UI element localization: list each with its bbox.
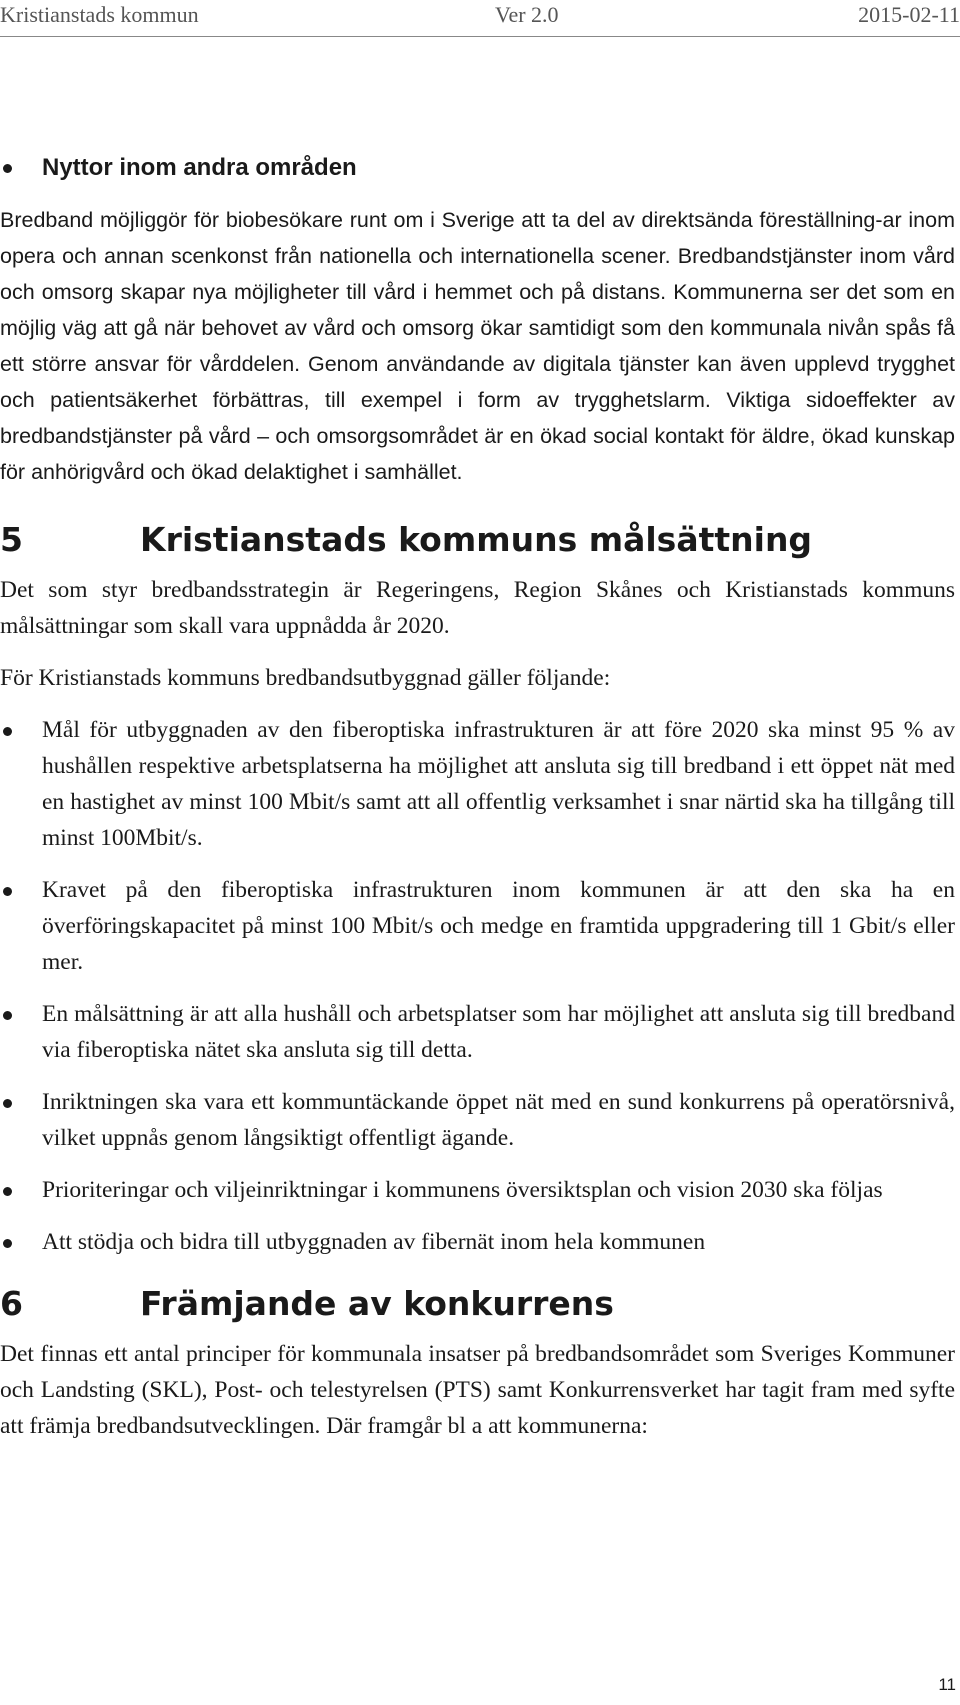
bullet-icon	[3, 1099, 12, 1108]
header-date: 2015-02-11	[858, 2, 960, 27]
list-item-text: Kravet på den fiberoptiska infrastrukturen inom kommunen är att den ska ha en överföringskapacitet på minst 100 Mbit/s och medge en framtida uppgradering till 1 Gbit/s eller mer.	[42, 877, 955, 975]
section-6-heading	[0, 1282, 955, 1326]
bullet-icon	[3, 887, 12, 896]
section-5-paragraph-2: För Kristianstads kommuns bredbandsutbyggnad gäller följande:	[0, 665, 611, 691]
bullet-icon	[3, 164, 12, 173]
list-item-text: Att stödja och bidra till utbyggnaden av fibernät inom hela kommunen	[42, 1229, 706, 1255]
section-6-paragraph: Det finnas ett antal principer för kommunala insatser på bredbandsområdet som Sveriges Kommuner och Landsting (SKL), Post- och telestyrelsen (PTS) samt Konkurrensverket har tagit fram med syfte att främja bredbandsutvecklingen. Där framgår bl a att kommunerna:	[0, 1341, 955, 1439]
intro-paragraph: Bredband möjliggör för biobesökare runt om i Sverige att ta del av direktsända föreställning-ar inom opera och annan scenkonst från nationella och internationella scener. Bredbandstjänster inom vård och omsorg skapar nya möjligheter till vård i hemmet och på distans. Kommunerna ser det som en möjlig väg att gå när behovet av vård och omsorg ökar samtidigt som den kommunala nivån spås få ett större ansvar för vårddelen. Genom användande av digitala tjänster kan även upplevd trygghet och patientsäkerhet förbättras, till exempel i form av trygghetslarm. Viktiga sidoeffekter av bredbandstjänster på vård – och omsorgsområdet är en ökad social kontakt för äldre, ökad kunskap för anhörigvård och ökad delaktighet i samhället.	[0, 208, 955, 484]
header-version: Ver 2.0	[495, 2, 559, 27]
list-item	[0, 712, 955, 856]
list-item-text: Inriktningen ska vara ett kommuntäckande öppet nät med en sund konkurrens på operatörsnivå, vilket uppnås genom långsiktigt offentligt ägande.	[42, 1089, 955, 1151]
page-number: 11	[938, 1675, 956, 1694]
list-item	[0, 1084, 955, 1156]
list-item	[0, 1172, 955, 1208]
bullet-icon	[3, 727, 12, 736]
header-organization: Kristianstads kommun	[0, 2, 199, 27]
section-6-number: 6	[0, 1284, 23, 1323]
list-item-text: Prioriteringar och viljeinriktningar i kommunens översiktsplan och vision 2030 ska följas	[42, 1177, 883, 1203]
page-header	[0, 0, 960, 40]
section-5-title: Kristianstads kommuns målsättning	[140, 520, 813, 559]
page-content	[0, 148, 955, 1444]
section-6-title: Främjande av konkurrens	[140, 1284, 614, 1323]
bullet-icon	[3, 1011, 12, 1020]
bullet-heading-item	[0, 148, 955, 188]
header-divider	[0, 36, 960, 37]
section-5-number: 5	[0, 520, 23, 559]
section-5-paragraph-1: Det som styr bredbandsstrategin är Regeringens, Region Skånes och Kristianstads kommuns målsättningar som skall vara uppnådda år 2020.	[0, 577, 955, 639]
bullet-icon	[3, 1187, 12, 1196]
list-item	[0, 996, 955, 1068]
list-item	[0, 872, 955, 980]
goals-list	[0, 712, 955, 1260]
section-5-heading	[0, 518, 955, 562]
list-item-text: En målsättning är att alla hushåll och arbetsplatser som har möjlighet att ansluta sig till bredband via fiberoptiska nätet ska ansluta sig till detta.	[42, 1001, 955, 1063]
list-item	[0, 1224, 955, 1260]
list-item-text: Mål för utbyggnaden av den fiberoptiska infrastrukturen är att före 2020 ska minst 95 % av hushållen respektive arbetsplatserna ha möjlighet att ansluta sig till bredband i ett öppet nät med en hastighet av minst 100 Mbit/s samt att all offentlig verksamhet i snar närtid ska ha tillgång till minst 100Mbit/s.	[42, 717, 955, 851]
bullet-icon	[3, 1239, 12, 1248]
subsection-heading: Nyttor inom andra områden	[42, 154, 357, 181]
